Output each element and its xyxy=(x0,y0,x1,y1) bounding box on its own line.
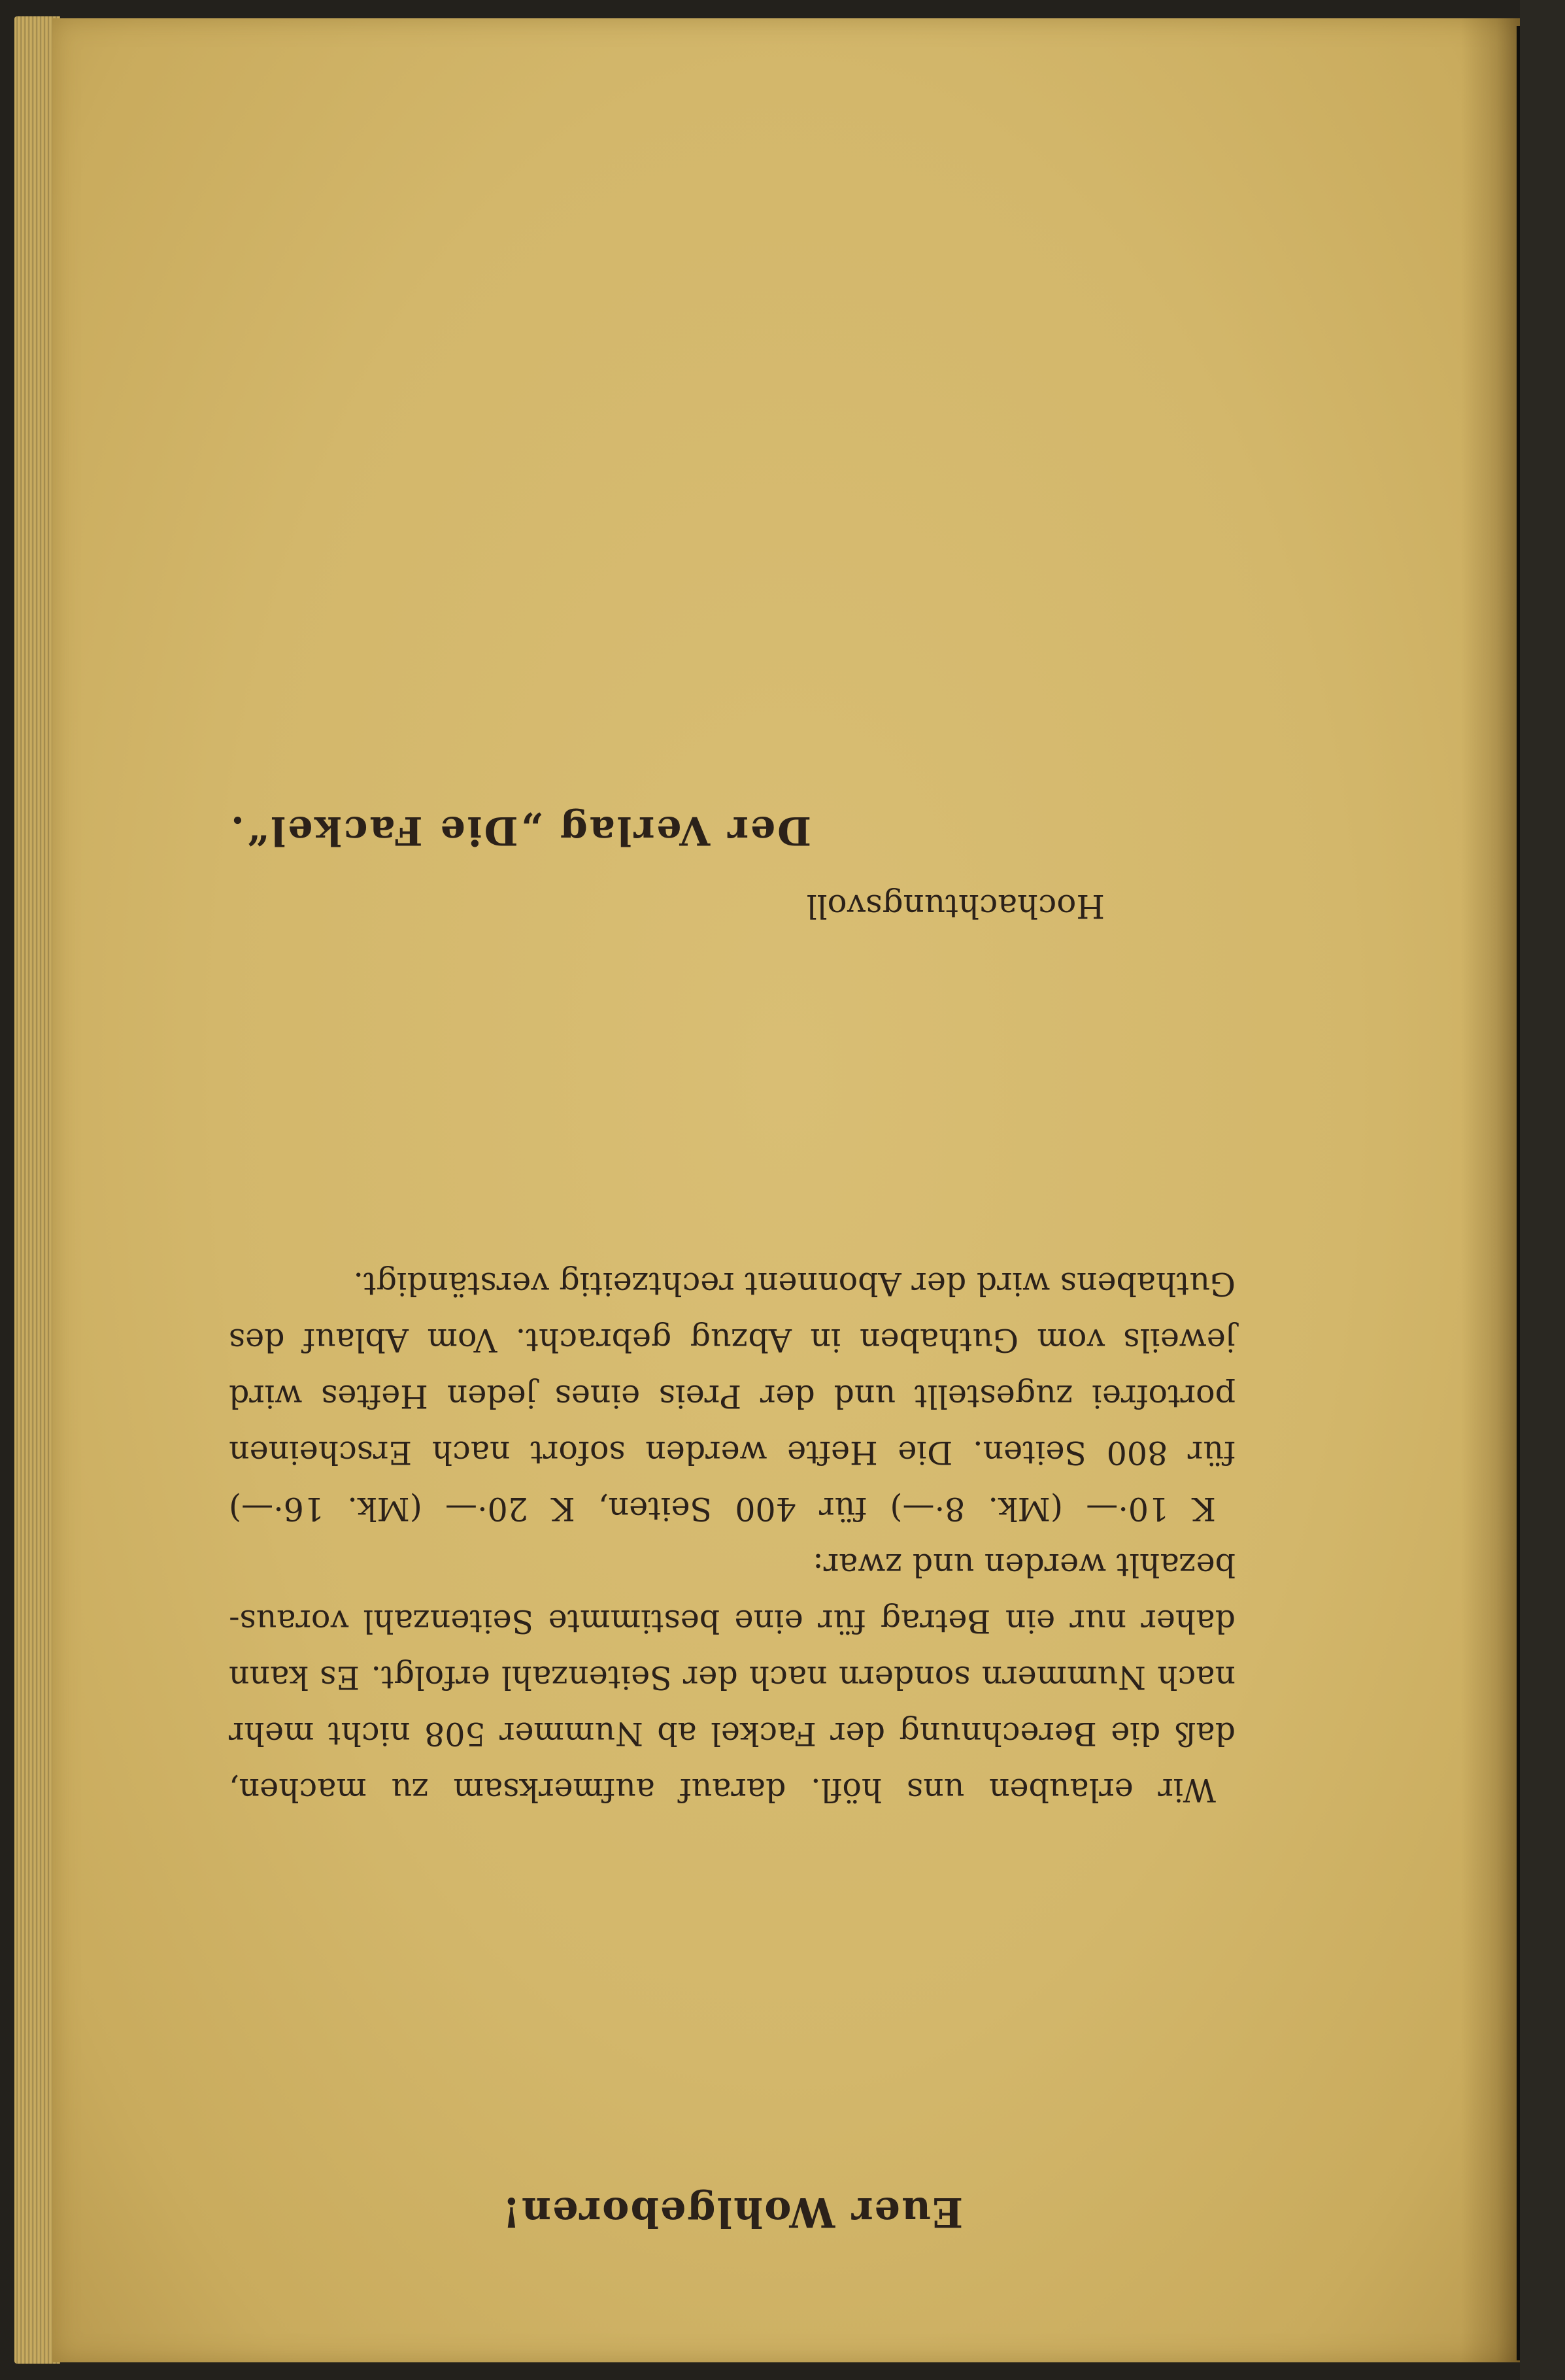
price-line: portofrei zugestellt und der Preis eines jeden Heftes wird xyxy=(229,1378,1236,1415)
body-line: bezahlt werden und zwar: xyxy=(813,1546,1236,1584)
body-line: Wir erlauben uns höfl. darauf aufmerksam zu machen, xyxy=(229,1771,1216,1809)
body-line: daher nur ein Betrag für eine bestimmte Seitenzahl voraus- xyxy=(229,1603,1236,1640)
body-line: daß die Berechnung der Fackel ab Nummer 508 nicht mehr xyxy=(229,1715,1236,1752)
price-line: für 800 Seiten. Die Hefte werden sofort nach Erscheinen xyxy=(229,1434,1236,1471)
signature-line: Der Verlag „Die Fackel“. xyxy=(229,808,812,853)
body-line: nach Nummern sondern nach der Seitenzahl erfolgt. Es kann xyxy=(229,1659,1236,1696)
price-line: K 10·— (Mk. 8·—) für 400 Seiten, K 20·— (Mk. 16·—) xyxy=(229,1490,1216,1527)
price-line: Guthabens wird der Abonnent rechtzeitig verständigt. xyxy=(353,1265,1236,1302)
price-line: jeweils vom Guthaben in Abzug gebracht. Vom Ablauf des xyxy=(229,1321,1236,1359)
facing-page-strip xyxy=(1520,0,1565,2380)
gutter-shadow xyxy=(1461,18,1520,2362)
letter-content xyxy=(229,608,1236,2236)
letter-body xyxy=(229,1255,1236,1818)
salutation: Euer Wohlgeboren! xyxy=(501,2188,964,2236)
closing-phrase: Hochachtungsvoll xyxy=(806,887,1105,925)
